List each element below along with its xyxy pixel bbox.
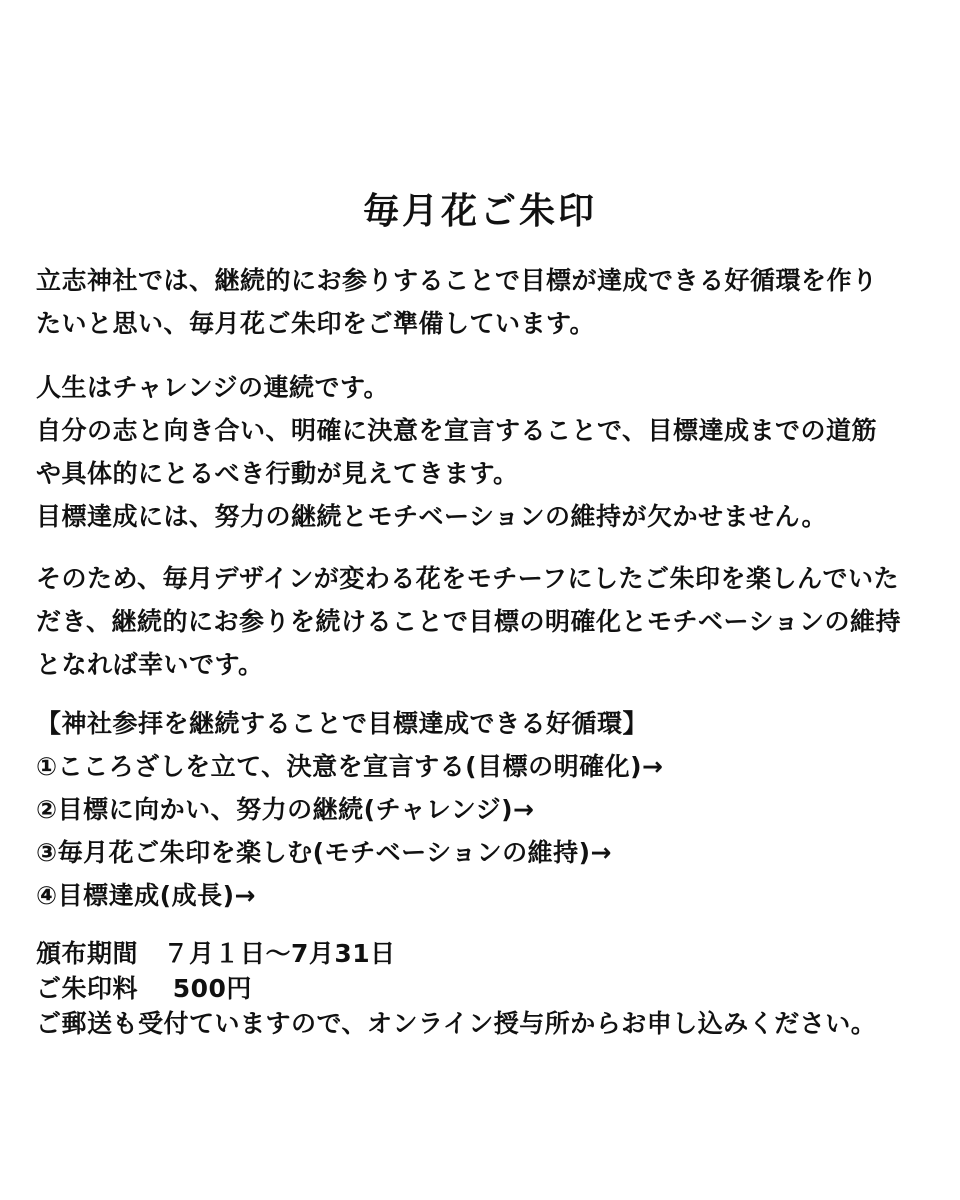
challenge-line: 人生はチャレンジの連続です。 [36,373,390,402]
info-section [36,936,936,1041]
challenge-line: 自分の志と向き合い、明確に決意を宣言することで、目標達成までの道筋 [36,416,878,445]
cycle-section [36,702,936,917]
distribution-period: 頒布期間 ７月１日〜7月31日 [36,939,396,968]
challenge-line: 目標達成には、努力の継続とモチベーションの維持が欠かせません。 [36,502,828,531]
challenge-paragraph [36,366,936,538]
challenge-line: や具体的にとるべき行動が見えてきます。 [36,459,519,488]
intro-line: 立志神社では、継続的にお参りすることで目標が達成できる好循環を作り [36,266,878,295]
intro-line: たいと思い、毎月花ご朱印をご準備しています。 [36,309,596,338]
cycle-step: ③毎月花ご朱印を楽しむ(モチベーションの維持)→ [36,838,612,867]
purpose-line: となれば幸いです。 [36,650,264,679]
cycle-step: ①こころざしを立て、決意を宣言する(目標の明確化)→ [36,752,664,781]
goshuin-fee: ご朱印料 500円 [36,974,252,1003]
purpose-paragraph [36,557,936,686]
mail-order-note: ご郵送も受付ていますので、オンライン授与所からお申し込みください。 [36,1009,877,1038]
cycle-heading: 【神社参拝を継続することで目標達成できる好循環】 [36,709,649,738]
intro-paragraph [36,259,936,345]
cycle-step: ②目標に向かい、努力の継続(チャレンジ)→ [36,795,535,824]
page-title: 毎月花ご朱印 [362,191,597,232]
purpose-line: そのため、毎月デザインが変わる花をモチーフにしたご朱印を楽しんでいた [36,564,900,593]
purpose-line: だき、継続的にお参りを続けることで目標の明確化とモチベーションの維持 [36,607,902,636]
cycle-step: ④目標達成(成長)→ [36,881,256,910]
